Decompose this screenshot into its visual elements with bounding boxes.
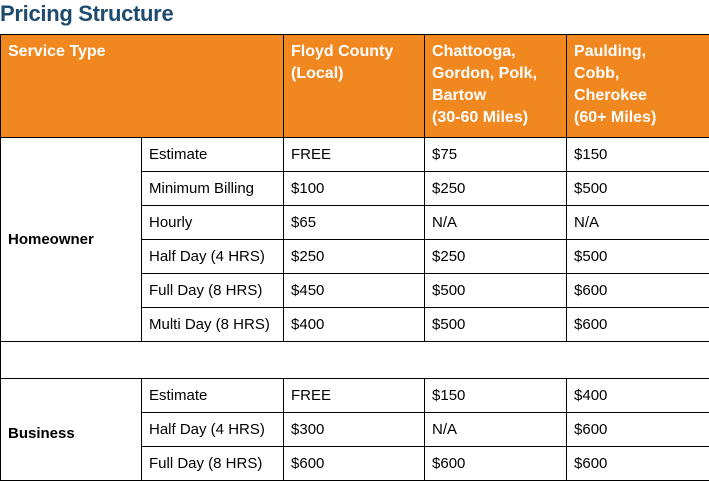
price-cell: $250 [284, 240, 425, 274]
price-cell: N/A [425, 413, 567, 447]
price-cell: $500 [567, 172, 709, 206]
service-cell: Full Day (8 HRS) [142, 274, 284, 308]
price-cell: $100 [284, 172, 425, 206]
price-cell: N/A [567, 206, 709, 240]
price-cell: $400 [284, 308, 425, 342]
price-cell: $75 [425, 138, 567, 172]
price-cell: $500 [425, 274, 567, 308]
spacer-cell [1, 342, 709, 379]
header-line: Cherokee [574, 87, 647, 104]
price-cell: FREE [284, 379, 425, 413]
header-line: (Local) [291, 65, 343, 82]
price-cell: $400 [567, 379, 709, 413]
service-cell: Estimate [142, 138, 284, 172]
price-cell: $250 [425, 240, 567, 274]
price-cell: $150 [425, 379, 567, 413]
header-service-type: Service Type [1, 35, 284, 138]
header-line: (60+ Miles) [574, 109, 656, 126]
service-cell: Minimum Billing [142, 172, 284, 206]
service-cell: Estimate [142, 379, 284, 413]
price-cell: N/A [425, 206, 567, 240]
price-cell: $65 [284, 206, 425, 240]
price-cell: FREE [284, 138, 425, 172]
price-cell: $500 [567, 240, 709, 274]
price-cell: $450 [284, 274, 425, 308]
price-cell: $250 [425, 172, 567, 206]
group-label-business: Business [1, 379, 142, 481]
header-line: Cobb, [574, 65, 619, 82]
price-cell: $600 [567, 308, 709, 342]
price-cell: $600 [567, 447, 709, 481]
header-line: Chattooga, [432, 43, 516, 60]
pricing-table [0, 34, 709, 481]
header-line: Floyd County [291, 43, 393, 60]
header-floyd-county [284, 35, 425, 138]
header-paulding [567, 35, 709, 138]
table-row [1, 379, 709, 413]
page-title: Pricing Structure [0, 0, 173, 30]
service-cell: Full Day (8 HRS) [142, 447, 284, 481]
header-row [1, 35, 709, 138]
header-line: Bartow [432, 87, 486, 104]
header-chattooga [425, 35, 567, 138]
price-cell: $600 [284, 447, 425, 481]
header-line: Paulding, [574, 43, 646, 60]
spacer-row [1, 342, 709, 379]
service-cell: Half Day (4 HRS) [142, 240, 284, 274]
header-line: (30-60 Miles) [432, 109, 528, 126]
price-cell: $150 [567, 138, 709, 172]
table-row [1, 138, 709, 172]
service-cell: Hourly [142, 206, 284, 240]
price-cell: $300 [284, 413, 425, 447]
price-cell: $600 [567, 274, 709, 308]
price-cell: $600 [567, 413, 709, 447]
group-label-homeowner: Homeowner [1, 138, 142, 342]
service-cell: Half Day (4 HRS) [142, 413, 284, 447]
header-line: Gordon, Polk, [432, 65, 537, 82]
price-cell: $500 [425, 308, 567, 342]
price-cell: $600 [425, 447, 567, 481]
service-cell: Multi Day (8 HRS) [142, 308, 284, 342]
